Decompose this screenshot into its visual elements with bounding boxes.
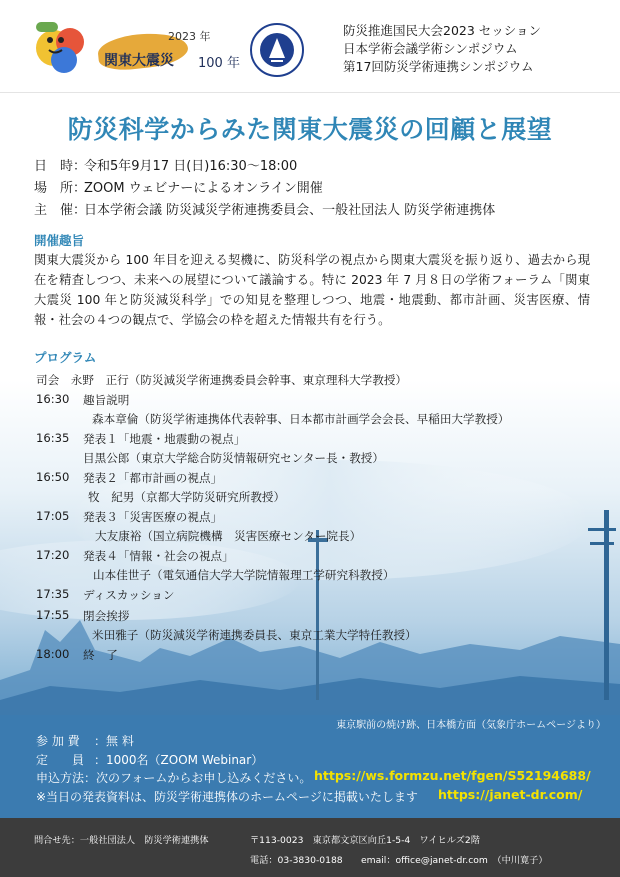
program-time: 17:55 [36,608,70,622]
event-list [343,22,541,76]
purpose-text: 関東大震災から 100 年目を迎える契機に、防災科学の視点から関東大震災を振り返り、過去から現在を精査しつつ、未来への展望について議論する。特に 2023 年 7 月８日の学術フォーラム「関東大震災 100 年と防災減災科学」での知見を整理しつつ、地震・地震動、都市計画、災害医療、情報・社会の４つの観点で、学協会の枠を超えた情報共有を行う。 [34,253,590,327]
event-info [34,156,495,222]
science-council-logo-icon [249,22,305,78]
purpose-heading: 開催趣旨 [34,233,85,248]
program-speaker: 牧 紀男（京都大学防災研究所教授） [88,490,286,504]
header-divider [0,92,620,93]
program-title: 趣旨説明 [83,393,130,407]
program-time: 17:20 [36,548,70,562]
header [0,0,620,92]
program-speaker: 目黒公郎（東京大学総合防災情報研究センター長・教授） [83,451,384,465]
capacity-label: 定 員 [36,752,85,767]
event-line: 第17回防災学術連携シンポジウム [343,59,534,74]
contact-bar [0,818,620,877]
program-time: 17:05 [36,509,70,523]
program-time: 18:00 [36,647,70,661]
info-value: ZOOM ウェビナーによるオンライン開催 [84,181,323,196]
info-value: 日本学術会議 防災減災学術連携委員会、一般社団法人 防災学術連携体 [84,203,496,218]
event-line: 防災推進国民大会2023 セッション [343,23,542,38]
program-title: 閉会挨拶 [83,609,130,623]
page-title: 防災科学からみた関東大震災の回顧と展望 [67,115,553,144]
program-title: 発表２「都市計画の視点」 [83,471,223,485]
homepage-link[interactable]: https://janet-dr.com/ [438,787,583,802]
contact-phone-email: 電話：03-3830-0188 email：office@janet-dr.com （中川寛子） [250,855,548,866]
info-value: 令和5年9月17 日(日)16:30～18:00 [84,159,298,174]
fee-row [36,732,418,751]
program-title: 発表３「災害医療の視点」 [83,510,223,524]
kanto-100-logo [96,26,246,76]
program-time: 16:30 [36,392,70,406]
fee-value: ：無 料 [94,734,134,748]
program-speaker: 米田雅子（防災減災学術連携委員長、東京工業大学特任教授） [92,628,417,642]
contact-label: 問合せ先：一般社団法人 防災学術連携体 [34,835,209,846]
program-speaker: 大友康裕（国立病院機構 災害医療センター院長） [95,529,362,543]
event-line: 日本学術会議学術シンポジウム [343,41,518,56]
program-title: 発表４「情報・社会の視点」 [83,549,234,563]
mascot-logo-icon [34,18,90,76]
info-organizer [34,200,495,222]
info-venue [34,178,495,200]
logo-year: 2023 年 [168,30,211,43]
apply-text: 申込方法：次のフォームからお申し込みください。 [36,771,312,785]
fee-label: 参 加 費 [36,734,80,748]
capacity-row [36,751,418,770]
program-time: 16:35 [36,431,70,445]
contact-address: 〒113-0023 東京都文京区向丘1-5-4 ワイヒルズ2階 [250,835,480,846]
photo-caption: 東京駅前の焼け跡、日本橋方面（気象庁ホームページより） [336,720,606,731]
capacity-value: ：1000名（ZOOM Webinar） [94,752,264,767]
info-datetime [34,156,495,178]
program-time: 16:50 [36,470,70,484]
materials-text: ※当日の発表資料は、防災学術連携体のホームページに掲載いたします [36,789,418,804]
info-key: 日 時： [34,159,87,174]
info-key: 場 所： [34,181,87,196]
program-time: 17:35 [36,587,70,601]
logo-100: 100 年 [198,56,240,71]
program-heading: プログラム [34,350,97,365]
program-title: ディスカッション [83,588,175,602]
program-title: 発表１「地震・地震動の視点」 [83,432,246,446]
program-chair: 司会 永野 正行（防災減災学術連携委員会幹事、東京理科大学教授） [36,373,408,387]
logo-title: 関東大震災 [104,53,174,69]
program-title: 終 了 [83,648,118,662]
apply-form-link[interactable]: https://ws.formzu.net/fgen/S52194688/ [314,768,591,783]
info-key: 主 催： [34,203,87,218]
program-speaker: 森本章倫（防災学術連携体代表幹事、日本都市計画学会会長、早稲田大学教授） [92,412,510,426]
program-speaker: 山本佳世子（電気通信大学大学院情報理工学研究科教授） [93,568,395,582]
